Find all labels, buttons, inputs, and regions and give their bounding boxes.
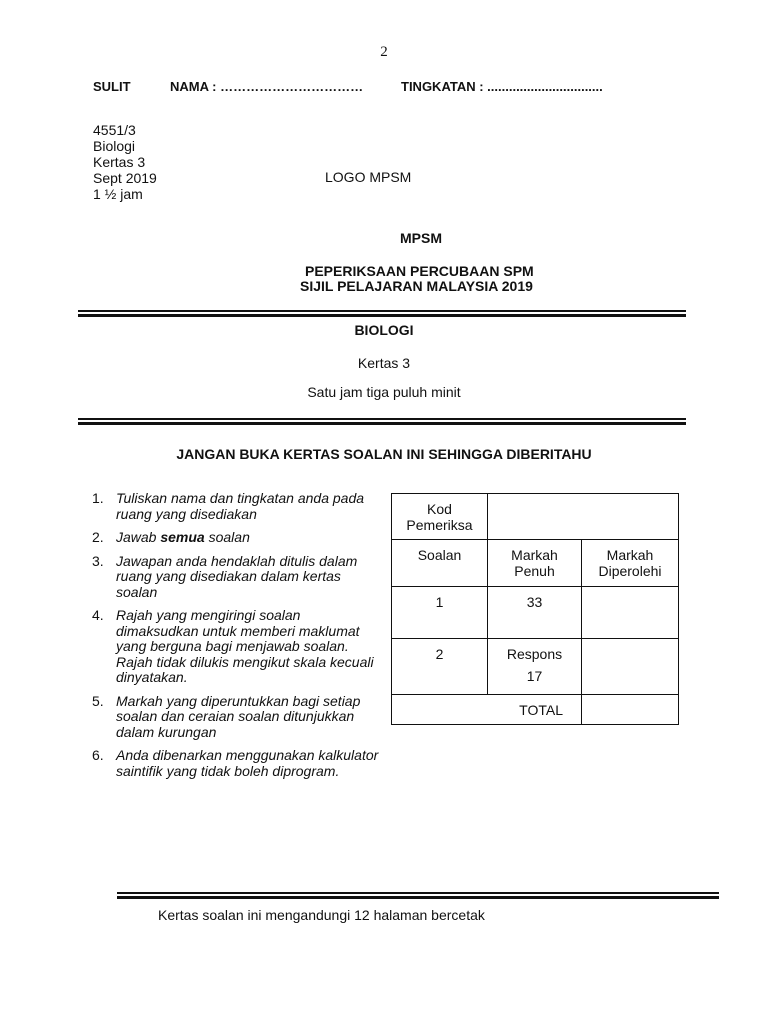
- row-soalan: 2: [392, 639, 488, 695]
- exam-title-2: SIJIL PELAJARAN MALAYSIA 2019: [300, 278, 533, 294]
- header-markah-penuh: Markah Penuh: [488, 540, 582, 587]
- row-markah-diperolehi: [582, 639, 679, 695]
- instruction-item: 6. Anda dibenarkan menggunakan kalkulator saintifik yang tidak boleh diprogram.: [92, 747, 379, 779]
- total-value: [582, 695, 679, 725]
- subject-title: BIOLOGI: [354, 322, 414, 338]
- duration-text: Satu jam tiga puluh minit: [307, 384, 461, 400]
- instruction-item: 5. Markah yang diperuntukkan bagi setiap soalan dan ceraian soalan ditunjukkan dalam kurungan: [92, 692, 361, 740]
- sulit-label: SULIT: [93, 79, 131, 94]
- divider-top-thin: [78, 310, 686, 312]
- marks-table: [391, 493, 679, 725]
- row-markah-penuh: Respons 17: [488, 639, 582, 695]
- row-markah-penuh: 33: [488, 587, 582, 639]
- warning-text: JANGAN BUKA KERTAS SOALAN INI SEHINGGA DIBERITAHU: [176, 446, 592, 462]
- organizer: MPSM: [400, 230, 442, 246]
- kod-pemeriksa-label: Kod Pemeriksa: [392, 494, 488, 540]
- tingkatan-field: TINGKATAN : ................................: [401, 79, 603, 94]
- divider-mid-thin: [78, 418, 686, 420]
- header-soalan: Soalan: [392, 540, 488, 587]
- instruction-item: 2. Jawab semua soalan: [92, 529, 250, 545]
- row-soalan: 1: [392, 587, 488, 639]
- kod-pemeriksa-cell: [488, 494, 679, 540]
- paper-meta: [93, 122, 157, 202]
- paper-subject: Biologi: [93, 138, 136, 154]
- page-number: 2: [380, 44, 388, 60]
- nama-field: NAMA : ……………………………: [170, 79, 364, 94]
- table-row: [392, 639, 679, 695]
- total-label: TOTAL: [392, 695, 582, 725]
- emphasis-semua: semua: [160, 529, 205, 545]
- paper-date: Sept 2019: [93, 170, 157, 186]
- divider-bottom-thin: [117, 892, 719, 894]
- footer-page-count: Kertas soalan ini mengandungi 12 halaman bercetak: [158, 907, 485, 923]
- paper-code: 4551/3: [93, 122, 136, 138]
- instruction-list: [90, 491, 380, 787]
- paper-number: Kertas 3: [93, 154, 146, 170]
- divider-bottom-thick: [117, 896, 719, 899]
- row-markah-diperolehi: [582, 587, 679, 639]
- logo-placeholder: LOGO MPSM: [325, 169, 412, 185]
- total-row: [392, 695, 679, 725]
- instruction-item: 4. Rajah yang mengiringi soalan dimaksudkan untuk memberi maklumat yang berguna bagi menjawab soalan. Rajah tidak dilukis mengikut skala kecuali dinyatakan.: [92, 607, 374, 685]
- paper-duration: 1 ½ jam: [93, 186, 143, 202]
- divider-top-thick: [78, 314, 686, 317]
- exam-title-1: PEPERIKSAAN PERCUBAAN SPM: [305, 263, 534, 279]
- instruction-item: 3. Jawapan anda hendaklah ditulis dalam ruang yang disediakan dalam kertas soalan: [92, 552, 358, 600]
- table-row: [392, 587, 679, 639]
- header-markah-diperolehi: Markah Diperolehi: [582, 540, 679, 587]
- divider-mid-thick: [78, 422, 686, 425]
- paper-title: Kertas 3: [357, 355, 411, 371]
- instruction-item: 1. Tuliskan nama dan tingkatan anda pada ruang yang disediakan: [92, 490, 365, 522]
